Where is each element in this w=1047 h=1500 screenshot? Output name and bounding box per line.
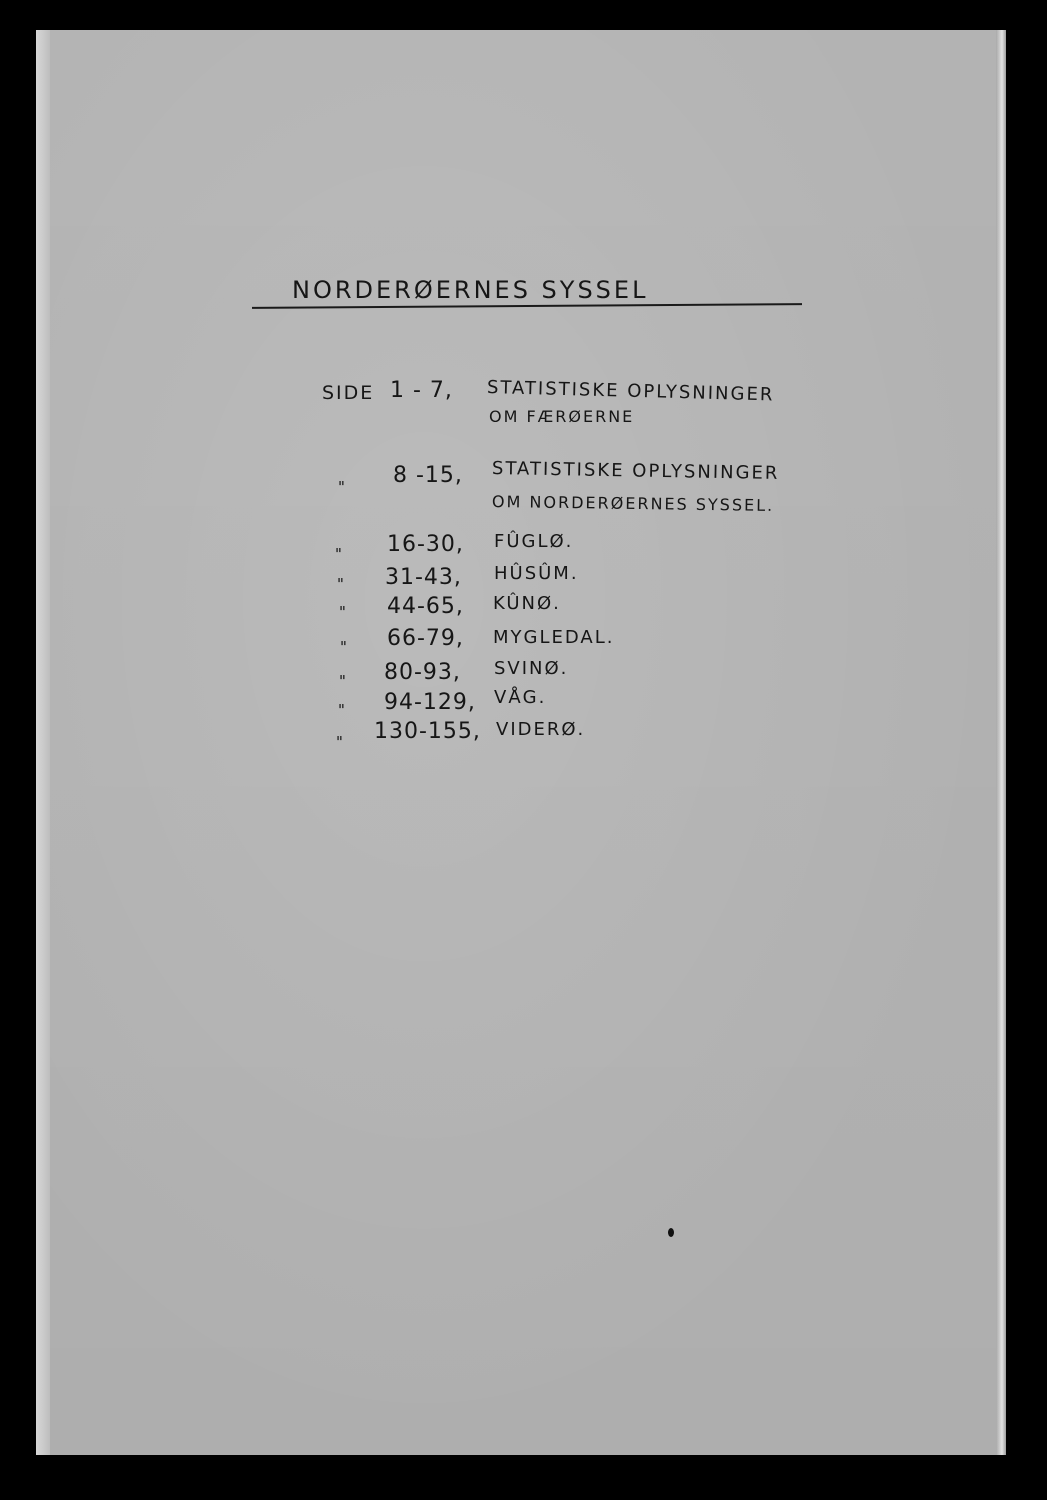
- entry-text: MYGLEDAL.: [493, 627, 615, 648]
- ditto-mark: ": [337, 575, 344, 593]
- side-label: SIDE: [322, 382, 375, 404]
- entry-text: STATISTISKE OPLYSNINGER: [486, 377, 775, 406]
- entry-text: FÛGLØ.: [494, 531, 574, 552]
- ditto-mark: ": [340, 638, 347, 656]
- entry-pages: 44-65,: [387, 594, 464, 619]
- entry-pages: 1 - 7,: [390, 378, 453, 403]
- ink-speck: [668, 1228, 674, 1237]
- entry-pages: 8 -15,: [393, 463, 463, 488]
- entry-pages: 94-129,: [384, 690, 476, 715]
- entry-text: VÅG.: [494, 687, 547, 708]
- ditto-mark: ": [339, 672, 346, 690]
- page-right-edge: [996, 30, 1006, 1455]
- entry-pages: 80-93,: [384, 660, 461, 685]
- entry-text: KÛNØ.: [493, 593, 561, 614]
- entry-pages: 66-79,: [387, 626, 464, 651]
- entry-text-continued: OM NORDERØERNES SYSSEL.: [491, 492, 775, 515]
- entry-pages: 31-43,: [385, 565, 462, 590]
- entry-text: STATISTISKE OPLYSNINGER: [491, 458, 780, 485]
- entry-text: VIDERØ.: [496, 719, 586, 740]
- entry-text: SVINØ.: [494, 658, 569, 679]
- entry-pages: 16-30,: [387, 532, 464, 557]
- document-title: NORDERØERNES SYSSEL: [292, 276, 649, 304]
- ditto-mark: ": [339, 603, 346, 621]
- ditto-mark: ": [338, 701, 345, 719]
- page-left-edge: [36, 30, 50, 1455]
- document-page: [36, 30, 1006, 1455]
- ditto-mark: ": [336, 733, 343, 751]
- ditto-mark: ": [335, 545, 342, 563]
- entry-text: HÛSÛM.: [494, 563, 579, 584]
- entry-text-continued: OM FÆRØERNE: [489, 407, 635, 426]
- entry-pages: 130-155,: [374, 719, 481, 744]
- ditto-mark: ": [338, 478, 345, 496]
